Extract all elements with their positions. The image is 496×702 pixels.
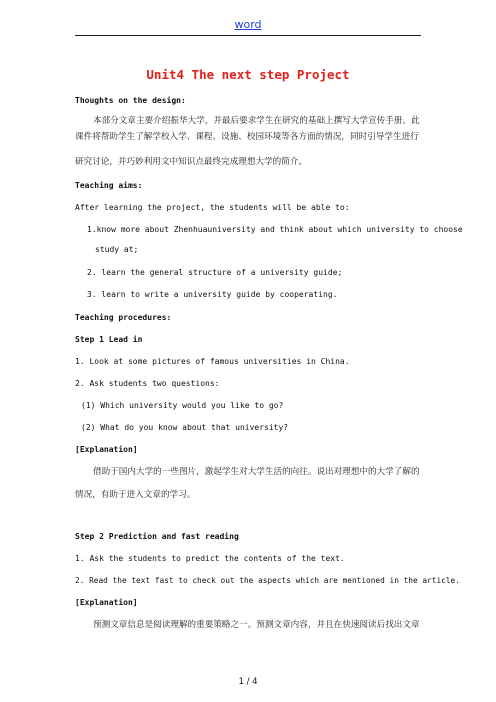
design-line: 研究讨论，并巧妙利用文中知识点最终完成理想大学的简介。 (75, 157, 308, 167)
aim-item: study at; (95, 245, 139, 254)
step2-line: 1. Ask the students to predict the contents of the text. (75, 554, 345, 563)
explanation-label: [Explanation] (75, 598, 138, 607)
page-number: 1 / 4 (238, 677, 258, 687)
aims-heading: Teaching aims: (75, 181, 143, 190)
step1-explanation: 借助于国内大学的一些图片，激起学生对大学生活的向往。说出对理想中的大学了解的 (93, 467, 420, 477)
step1-line: 2. Ask students two questions: (75, 379, 220, 388)
document-title: Unit4 The next step Project (146, 67, 350, 82)
design-heading: Thoughts on the design: (75, 96, 186, 105)
step2-explanation: 预测文章信息是阅读理解的重要策略之一。预测文章内容，并且在快速阅读后找出文章 (93, 620, 420, 630)
step1-line: (2) What do you know about that university? (81, 423, 289, 432)
aim-item: 1.know more about Zhenhuauniversity and think about which university to choose (87, 225, 463, 234)
header-divider (75, 35, 421, 36)
step1-explanation: 情况，有助于进入文章的学习。 (75, 490, 196, 500)
header-link[interactable]: word (234, 18, 262, 31)
design-line: 本部分文章主要介绍振华大学，并最后要求学生在研究的基础上撰写大学宣传手册。此 (93, 116, 420, 126)
step2-line: 2. Read the text fast to check out the aspects which are mentioned in the article. (75, 576, 460, 585)
step1-heading: Step 1 Lead in (75, 335, 143, 344)
procedures-heading: Teaching procedures: (75, 313, 172, 322)
step1-line: 1. Look at some pictures of famous universities in China. (75, 357, 350, 366)
design-line: 课件将帮助学生了解学校入学、课程、设施、校园环境等各方面的情况，同时引导学生进行 (75, 132, 419, 142)
aim-item: 3. learn to write a university guide by cooperating. (87, 290, 338, 299)
aim-item: 2. learn the general structure of a university guide; (87, 268, 343, 277)
explanation-label: [Explanation] (75, 445, 138, 454)
aims-intro: After learning the project, the students will be able to: (75, 203, 350, 212)
step1-line: (1) Which university would you like to go? (81, 401, 284, 410)
step2-heading: Step 2 Prediction and fast reading (75, 532, 239, 541)
